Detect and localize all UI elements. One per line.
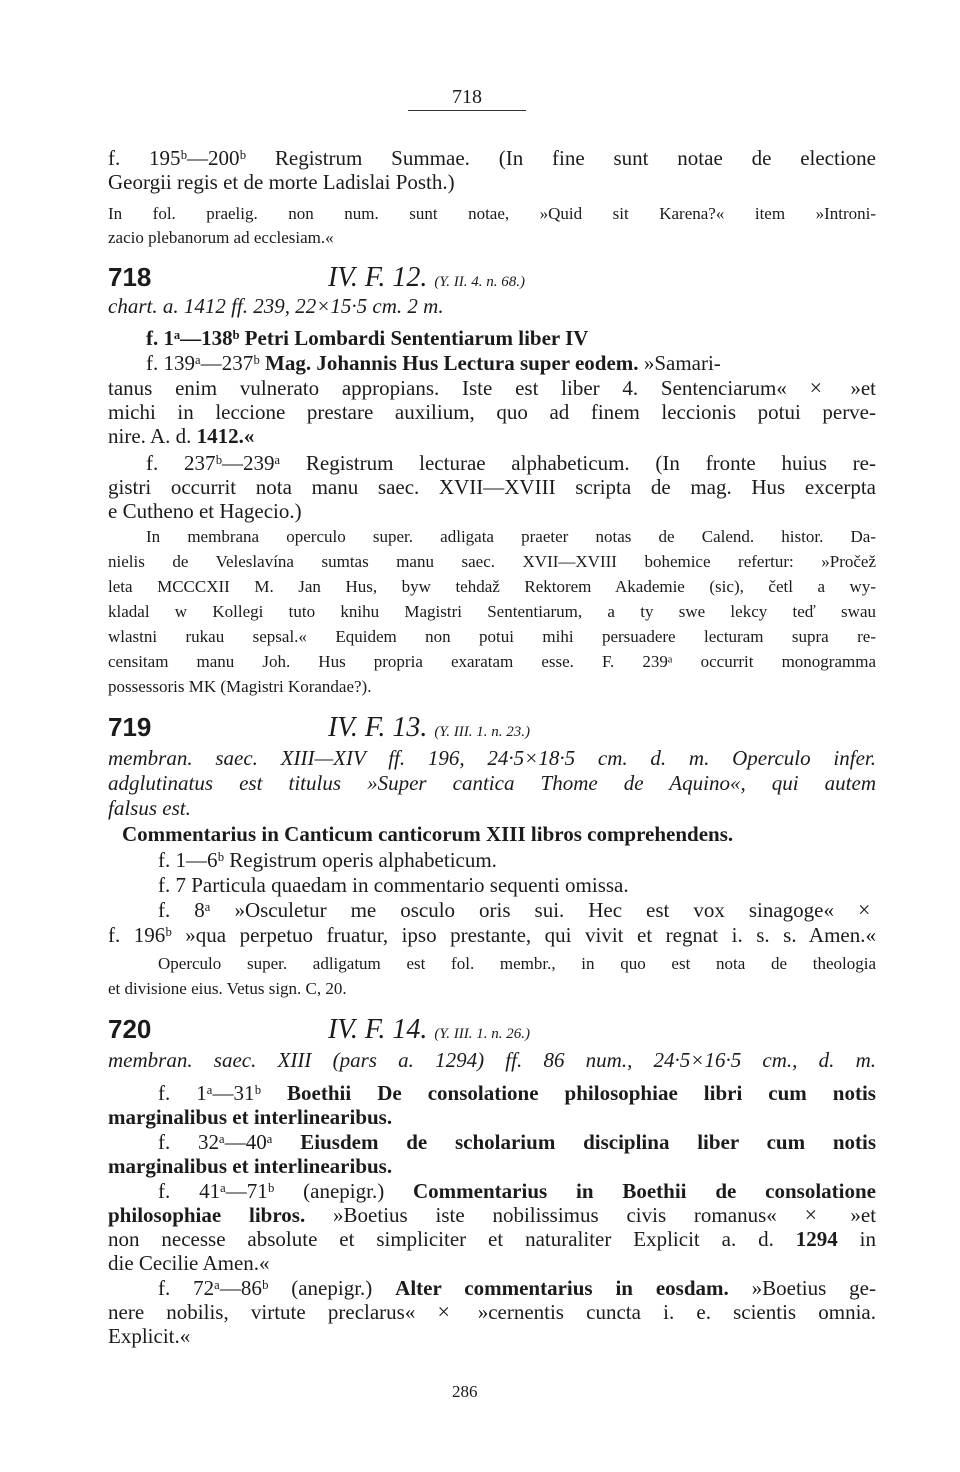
content-line: e Cutheno et Hagecio.) <box>108 499 302 523</box>
content-line <box>108 424 876 448</box>
content-line: michi in leccione prestare auxilium, quo ad finem leccionis potui perve- <box>108 400 876 424</box>
intro-line: Georgii regis et de morte Ladislai Posth.) <box>108 170 455 194</box>
content-line: Explicit.« <box>108 1324 191 1348</box>
content-title: philosophiae libros. <box>108 1203 306 1227</box>
cross-mark-icon: × <box>809 375 823 400</box>
old-signature: (Y. III. 1. n. 26.) <box>434 1026 531 1042</box>
explicit: »cernentis cuncta i. e. scientis omnia. <box>477 1300 877 1324</box>
cross-mark-icon: × <box>437 1299 450 1324</box>
incipit: nere nobilis, virtute preclarus« <box>108 1300 416 1324</box>
content-line <box>108 1227 876 1251</box>
content-title: Eiusdem de scholarium disciplina liber cum notis <box>300 1130 877 1154</box>
incipit: f. 8ᵃ »Osculetur me osculo oris sui. Hec est vox sinagoge« <box>158 898 835 922</box>
content-line <box>158 1081 876 1105</box>
note-line: censitam manu Joh. Hus propria exaratam esse. F. 239ᵃ occurrit monogramma <box>108 652 876 671</box>
date: 1294 <box>795 1227 838 1251</box>
work-title <box>122 822 876 846</box>
incipit: »Boetius ge- <box>751 1276 876 1300</box>
intro-note: In fol. praelig. non num. sunt notae, »Quid sit Karena?« item »Introni- <box>108 204 876 223</box>
date: 1412.« <box>196 424 255 448</box>
content-line <box>158 1179 876 1203</box>
content-line: gistri occurrit nota manu saec. XVII—XVIII scripta de mag. Hus excerpta <box>108 475 876 499</box>
content-line <box>158 898 876 922</box>
content-line <box>158 1276 876 1300</box>
content-line: f. 1—6ᵇ Registrum operis alphabeticum. <box>158 848 497 872</box>
shelfmark <box>328 712 530 744</box>
physical-description: membran. saec. XIII—XIV ff. 196, 24·5×18·5 cm. d. m. Operculo infer. <box>108 746 876 770</box>
folio-range: f. 139ᵃ—237ᵇ <box>146 351 260 375</box>
intro-note: zacio plebanorum ad ecclesiam.« <box>108 228 334 247</box>
content-line: f. 237ᵇ—239ᵃ Registrum lecturae alphabeticum. (In fronte huius re- <box>146 451 876 475</box>
physical-description: adglutinatus est titulus »Super cantica Thome de Aquino«, qui autem <box>108 771 876 795</box>
content-line <box>108 1105 876 1129</box>
content-line <box>108 1154 876 1178</box>
cross-mark-icon: × <box>858 897 871 922</box>
note-line: nielis de Veleslavína sumtas manu saec. XVII—XVIII bohemice refertur: »Pročež <box>108 552 876 571</box>
folio-number: 286 <box>452 1382 478 1401</box>
incipit: »et <box>850 1203 877 1227</box>
note-line: Operculo super. adligatum est fol. membr., in quo est nota de theologia <box>158 954 876 973</box>
content-line: die Cecilie Amen.« <box>108 1251 270 1275</box>
note-line: et divisione eius. Vetus sign. C, 20. <box>108 979 347 998</box>
content-line <box>108 1300 876 1324</box>
cross-mark-icon: × <box>804 1202 817 1227</box>
work-title-text: Commentarius in Canticum canticorum XIII libros comprehendens. <box>122 822 734 846</box>
folio-range: f. 1ᵃ—31ᵇ <box>158 1081 261 1105</box>
explicit: nire. A. d. <box>108 424 192 448</box>
folio-range: f. 41ᵃ—71ᵇ (anepigr.) <box>158 1179 385 1203</box>
physical-description: chart. a. 1412 ff. 239, 22×15·5 cm. 2 m. <box>108 294 444 318</box>
incipit: »Samari- <box>643 351 721 375</box>
folio-range: f. 32ᵃ—40ᵃ <box>158 1130 273 1154</box>
content-line <box>158 1130 876 1154</box>
incipit: tanus enim vulnerato appropians. Iste est liber 4. Sentenciarum« <box>108 376 787 400</box>
intro-line: f. 195ᵇ—200ᵇ Registrum Summae. (In fine sunt notae de electione <box>108 146 876 170</box>
explicit: in <box>859 1227 877 1251</box>
old-signature: (Y. III. 1. n. 23.) <box>434 724 531 740</box>
content-line <box>108 376 876 400</box>
running-head-page-number: 718 <box>408 86 526 111</box>
old-signature: (Y. II. 4. n. 68.) <box>434 274 526 290</box>
note-line: wlastni rukau sepsal.« Equidem non potui mihi persuadere lecturam supra re- <box>108 627 876 646</box>
note-line: possessoris MK (Magistri Korandae?). <box>108 677 372 696</box>
physical-description: falsus est. <box>108 796 191 820</box>
content-title: marginalibus et interlinearibus. <box>108 1154 393 1178</box>
shelfmark-main: IV. F. 12. <box>328 262 428 293</box>
entry-number: 718 <box>108 262 152 292</box>
folio-range: f. 72ᵃ—86ᵇ (anepigr.) <box>158 1276 373 1300</box>
note-line: In membrana operculo super. adligata praeter notas de Calend. histor. Da- <box>146 527 876 546</box>
note-line: kladal w Kollegi tuto knihu Magistri Sententiarum, a ty swe lekcy teď swau <box>108 602 876 621</box>
explicit: non necesse absolute et simpliciter et naturaliter Explicit a. d. <box>108 1227 774 1251</box>
content-title: f. 1ᵃ—138ᵇ Petri Lombardi Sententiarum liber IV <box>146 326 589 350</box>
content-line <box>146 326 876 350</box>
content-title: Alter commentarius in eosdam. <box>395 1276 729 1300</box>
entry-number: 720 <box>108 1014 152 1044</box>
incipit: »et <box>850 376 876 400</box>
shelfmark-main: IV. F. 13. <box>328 712 428 743</box>
content-title: Commentarius in Boethii de consolatione <box>413 1179 876 1203</box>
shelfmark-main: IV. F. 14. <box>328 1014 428 1045</box>
entry-number: 719 <box>108 712 152 742</box>
physical-description: membran. saec. XIII (pars a. 1294) ff. 86 num., 24·5×16·5 cm., d. m. <box>108 1048 876 1072</box>
shelfmark <box>328 1014 530 1046</box>
content-title: marginalibus et interlinearibus. <box>108 1105 393 1129</box>
note-line: leta MCCCXII M. Jan Hus, byw tehdaž Rektorem Akademie (sic), četl a wy- <box>108 577 876 596</box>
content-line: f. 196ᵇ »qua perpetuo fruatur, ipso prestante, qui vivit et regnat i. s. s. Amen.« <box>108 923 876 947</box>
incipit: »Boetius iste nobilissimus civis romanus« <box>333 1203 777 1227</box>
content-title: Mag. Johannis Hus Lectura super eodem. <box>265 351 639 375</box>
content-line <box>146 351 876 375</box>
shelfmark <box>328 262 525 294</box>
content-title: Boethii De consolatione philosophiae libri cum notis <box>287 1081 876 1105</box>
content-line <box>108 1203 876 1227</box>
content-line: f. 7 Particula quaedam in commentario sequenti omissa. <box>158 873 629 897</box>
